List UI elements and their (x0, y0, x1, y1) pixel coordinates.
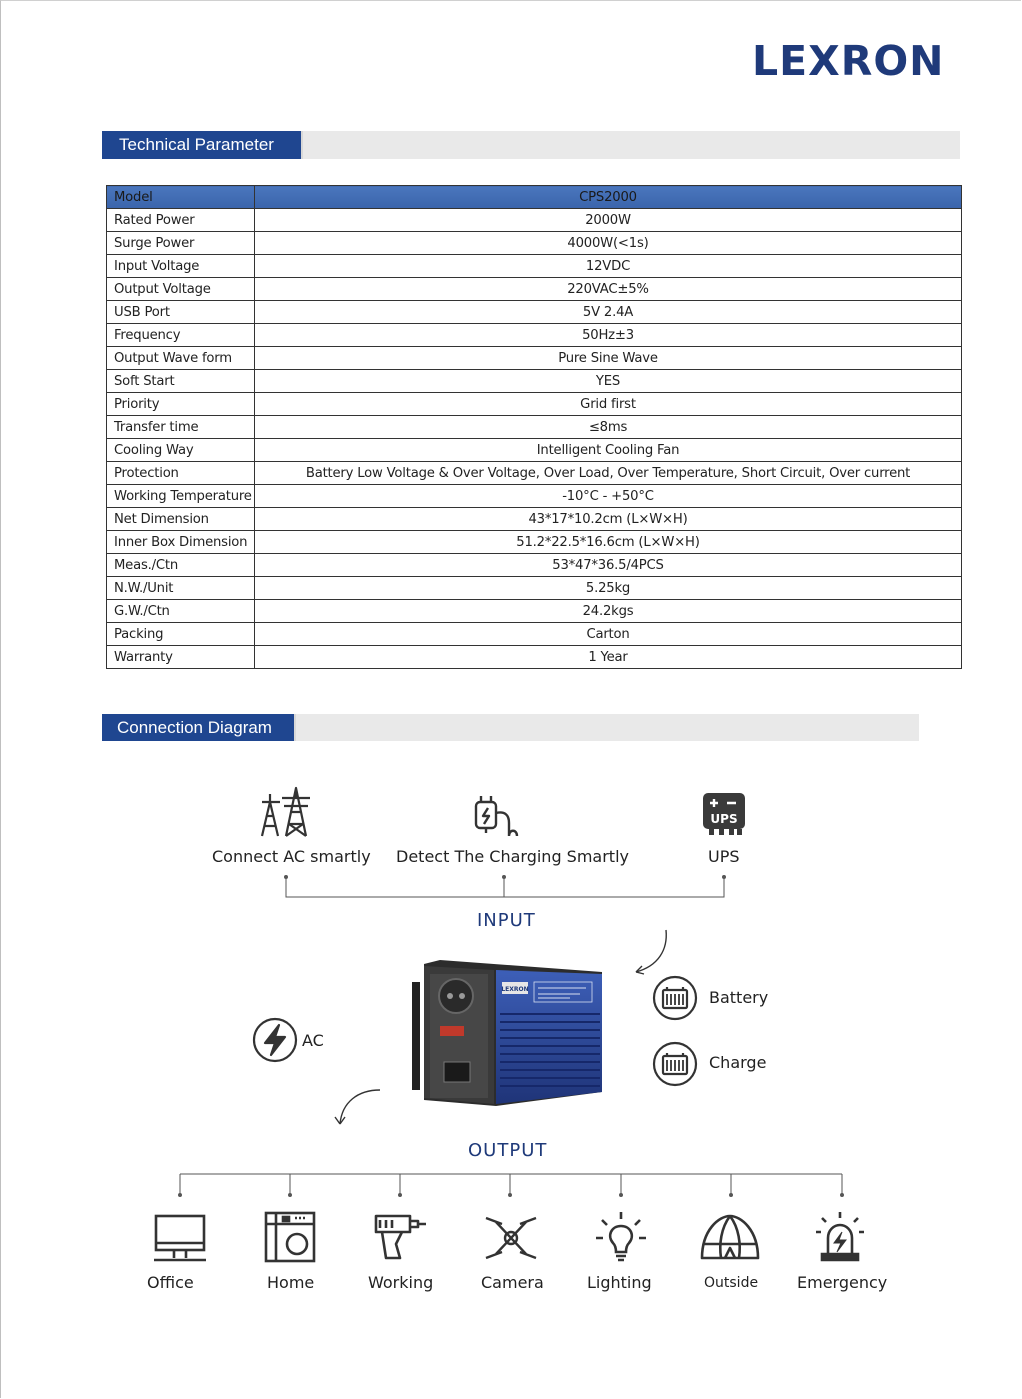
spec-value: Battery Low Voltage & Over Voltage, Over Load, Over Temperature, Short Circuit, Over current (255, 462, 962, 485)
arrow-down-left-icon (630, 928, 672, 976)
spec-value: 50Hz±3 (255, 324, 962, 347)
charging-plug-icon (473, 793, 519, 837)
spec-value: 1 Year (255, 646, 962, 669)
input-label-ups: UPS (708, 847, 740, 866)
spec-table (106, 185, 962, 669)
spec-label: Output Wave form (107, 347, 255, 370)
spec-row (107, 255, 962, 278)
output-label-office: Office (147, 1273, 194, 1292)
spec-row (107, 554, 962, 577)
output-connector (176, 1170, 846, 1200)
spec-header-value: CPS2000 (255, 186, 962, 209)
spec-value: Pure Sine Wave (255, 347, 962, 370)
spec-value: ≤8ms (255, 416, 962, 439)
spec-value: 220VAC±5% (255, 278, 962, 301)
spec-label: N.W./Unit (107, 577, 255, 600)
spec-value: Carton (255, 623, 962, 646)
spec-row (107, 370, 962, 393)
spec-row (107, 232, 962, 255)
spec-row (107, 646, 962, 669)
inverter-product-image (410, 960, 605, 1106)
spec-header-label: Model (107, 186, 255, 209)
diagram-section-bar (102, 714, 919, 741)
spec-label: Input Voltage (107, 255, 255, 278)
spec-value: 4000W(<1s) (255, 232, 962, 255)
side-label-battery: Battery (709, 988, 769, 1007)
spec-label: Rated Power (107, 209, 255, 232)
side-label-charge: Charge (709, 1053, 767, 1072)
spec-label: Priority (107, 393, 255, 416)
lightning-circle-icon (252, 1017, 298, 1063)
drone-icon (484, 1212, 538, 1264)
input-label-ac: Connect AC smartly (212, 847, 371, 866)
ups-icon-text: UPS (710, 812, 738, 826)
spec-row (107, 508, 962, 531)
brand-logo: LEXRON (752, 37, 945, 85)
output-heading: OUTPUT (468, 1140, 548, 1161)
spec-label: Output Voltage (107, 278, 255, 301)
spec-value: 5.25kg (255, 577, 962, 600)
side-label-ac: AC (302, 1031, 324, 1050)
spec-label: Meas./Ctn (107, 554, 255, 577)
spec-row (107, 462, 962, 485)
arrow-down-left-icon-2 (330, 1086, 384, 1128)
spec-label: USB Port (107, 301, 255, 324)
spec-label: Transfer time (107, 416, 255, 439)
spec-label: Protection (107, 462, 255, 485)
monitor-icon (152, 1212, 208, 1264)
input-connector (280, 872, 732, 902)
input-label-charging: Detect The Charging Smartly (396, 847, 629, 866)
spec-label: G.W./Ctn (107, 600, 255, 623)
spec-row (107, 577, 962, 600)
spec-label: Net Dimension (107, 508, 255, 531)
spec-row (107, 209, 962, 232)
spec-label: Surge Power (107, 232, 255, 255)
spec-row (107, 439, 962, 462)
spec-label: Cooling Way (107, 439, 255, 462)
spec-row (107, 278, 962, 301)
spec-value: 24.2kgs (255, 600, 962, 623)
spec-row (107, 324, 962, 347)
spec-row (107, 600, 962, 623)
diagram-section-title: Connection Diagram (102, 714, 294, 741)
spec-value: 53*47*36.5/4PCS (255, 554, 962, 577)
spec-value: 2000W (255, 209, 962, 232)
spec-row (107, 623, 962, 646)
spec-row (107, 393, 962, 416)
spec-value: 12VDC (255, 255, 962, 278)
product-badge-text: LEXRON (501, 986, 529, 993)
spec-row (107, 416, 962, 439)
output-label-home: Home (267, 1273, 315, 1292)
spec-value: 5V 2.4A (255, 301, 962, 324)
spec-row (107, 301, 962, 324)
tent-icon (699, 1212, 761, 1262)
ups-icon (702, 792, 746, 836)
spec-row (107, 531, 962, 554)
output-label-emergency: Emergency (797, 1273, 888, 1292)
spec-label: Frequency (107, 324, 255, 347)
drill-icon (372, 1212, 428, 1264)
spec-value: 43*17*10.2cm (L×W×H) (255, 508, 962, 531)
spec-row (107, 485, 962, 508)
spec-value: 51.2*22.5*16.6cm (L×W×H) (255, 531, 962, 554)
spec-label: Packing (107, 623, 255, 646)
tech-section-bar (102, 131, 960, 159)
battery-circle-icon (652, 975, 698, 1021)
spec-label: Soft Start (107, 370, 255, 393)
output-label-camera: Camera (481, 1273, 544, 1292)
spec-value: -10°C - +50°C (255, 485, 962, 508)
output-label-outside: Outside (704, 1275, 759, 1291)
spec-label: Warranty (107, 646, 255, 669)
spec-value: Grid first (255, 393, 962, 416)
bulb-icon (594, 1210, 648, 1264)
spec-row (107, 347, 962, 370)
spec-header-row (107, 186, 962, 209)
tech-section-title: Technical Parameter (102, 131, 301, 159)
input-heading: INPUT (477, 910, 536, 931)
spec-value: YES (255, 370, 962, 393)
battery-charge-circle-icon (652, 1041, 698, 1087)
power-tower-icon (258, 784, 314, 838)
spec-label: Inner Box Dimension (107, 531, 255, 554)
output-label-lighting: Lighting (587, 1273, 652, 1292)
output-label-working: Working (368, 1273, 434, 1292)
spec-value: Intelligent Cooling Fan (255, 439, 962, 462)
washing-machine-icon (263, 1210, 317, 1264)
spec-label: Working Temperature (107, 485, 255, 508)
siren-icon (814, 1210, 866, 1264)
